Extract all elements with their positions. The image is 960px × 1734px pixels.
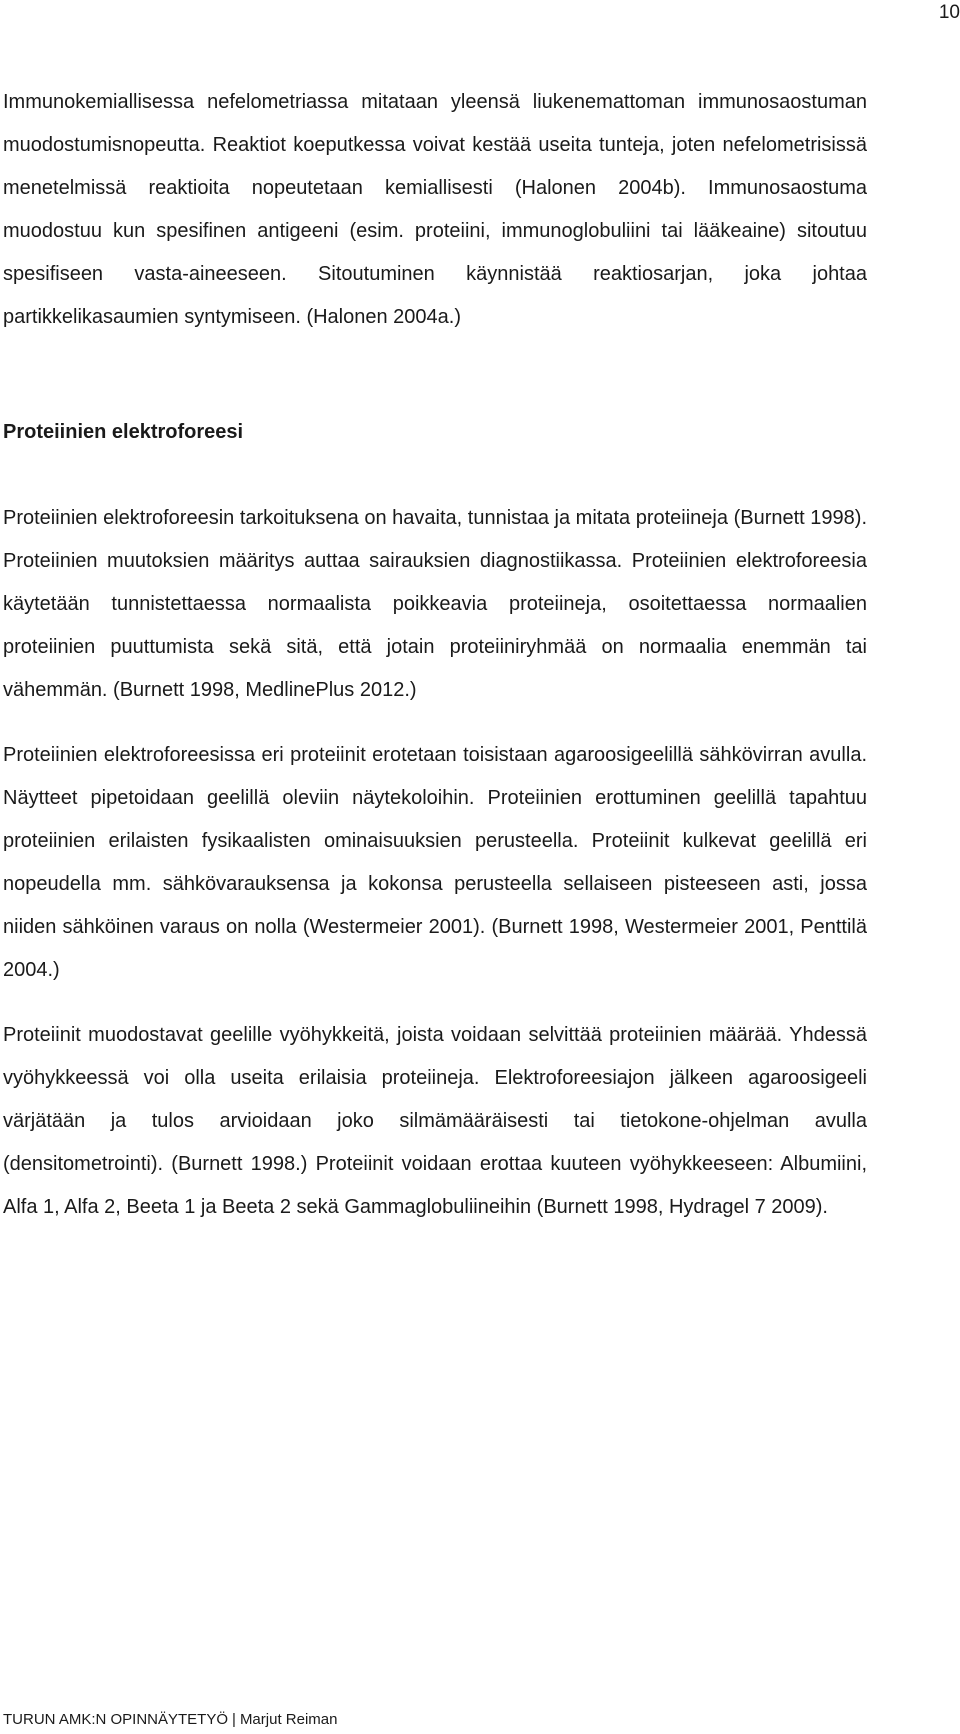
footer-separator: | [232,1711,236,1728]
spacer [3,339,867,411]
section-heading: Proteiinien elektroforeesi [3,421,244,443]
footer-institution: TURUN AMK:N OPINNÄYTETYÖ [3,1711,229,1728]
footer-author: Marjut Reiman [239,1711,338,1728]
page-number: 10 [938,2,960,23]
paragraph-electrophoresis-purpose: Proteiinien elektroforeesin tarkoituksena on havaita, tunnistaa ja mitata proteiineja (Burnett 1998). Proteiinien muutoksien määritys auttaa sairauksien diagnostiikassa. Proteiinien elektroforeesia käytetään tunnistettaessa normaalista poikkeavia proteiineja, osoitettaessa normaalien proteiinien puuttumista sekä sitä, että jotain proteiiniryhmää on normaalia enemmän tai vähemmän. (Burnett 1998, MedlinePlus 2012.) [3,507,867,701]
spacer [3,712,867,734]
paragraph-electrophoresis-method: Proteiinien elektroforeesissa eri proteiinit erotetaan toisistaan agaroosigeelillä sähkövirran avulla. Näytteet pipetoidaan geelillä oleviin näytekoloihin. Proteiinien erottuminen geelillä tapahtuu proteiinien erilaisten fysikaalisten ominaisuuksien perusteella. Proteiinit kulkevat geelillä eri nopeudella mm. sähkövarauksensa ja kokonsa perusteella sellaiseen pisteeseen asti, jossa niiden sähköinen varaus on nolla (Westermeier 2001). (Burnett 1998, Westermeier 2001, Penttilä 2004.) [3,744,867,981]
paragraph-electrophoresis-zones: Proteiinit muodostavat geelille vyöhykkeitä, joista voidaan selvittää proteiinien määrää. Yhdessä vyöhykkeessä voi olla useita erilaisia proteiineja. Elektroforeesiajon jälkeen agaroosigeeli värjätään ja tulos arvioidaan joko silmämääräisesti tai tietokone-ohjelman avulla (densitometrointi). (Burnett 1998.) Proteiinit voidaan erottaa kuuteen vyöhykkeeseen: Albumiini, Alfa 1, Alfa 2, Beeta 1 ja Beeta 2 sekä Gammaglobuliineihin (Burnett 1998, Hydragel 7 2009). [3,1024,867,1218]
document-body [3,81,867,1229]
spacer [3,454,867,497]
page-footer [3,1710,337,1730]
paragraph-nefelometria: Immunokemiallisessa nefelometriassa mitataan yleensä liukenemattoman immunosaostuman muodostumisnopeutta. Reaktiot koeputkessa voivat kestää useita tunteja, joten nefelometrisissä menetelmissä reaktioita nopeutetaan kemiallisesti (Halonen 2004b). Immunosaostuma muodostuu kun spesifinen antigeeni (esim. proteiini, immunoglobuliini tai lääkeaine) sitoutuu spesifiseen vasta-aineeseen. Sitoutuminen käynnistää reaktiosarjan, joka johtaa partikkelikasaumien syntymiseen. (Halonen 2004a.) [3,91,867,328]
spacer [3,992,867,1014]
